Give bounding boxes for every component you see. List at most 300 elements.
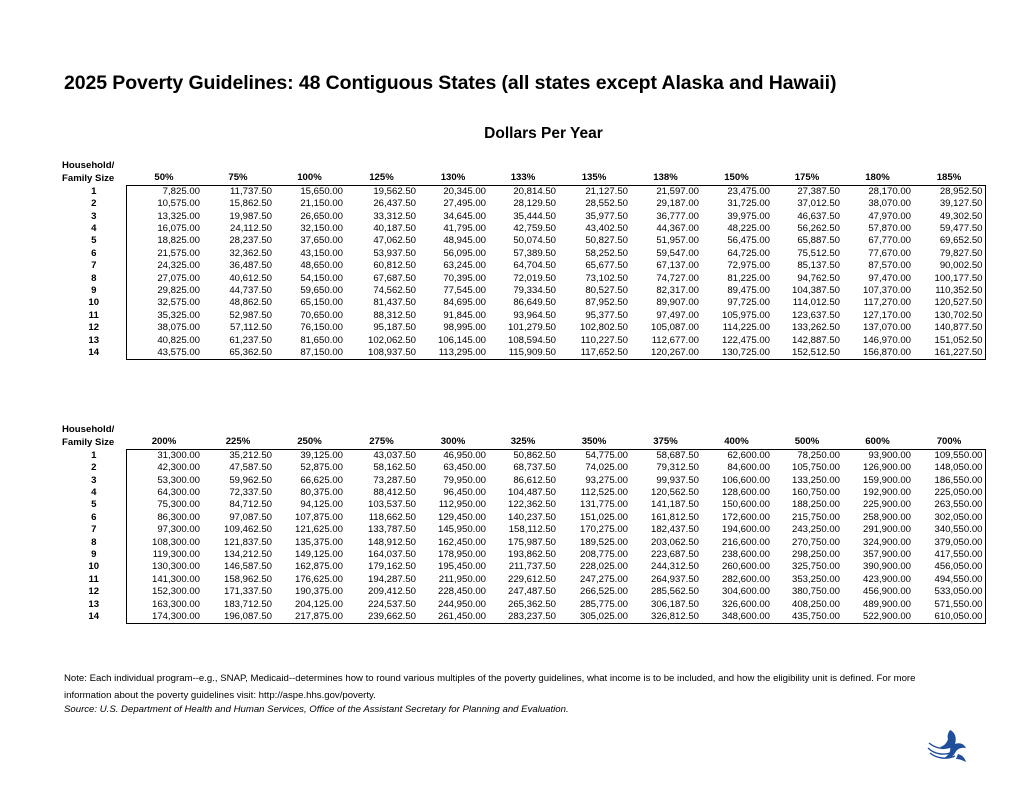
- table-cell: 194,287.50: [367, 573, 416, 585]
- table-cell: 72,337.50: [229, 487, 272, 499]
- table-cell: 108,300.00: [126, 537, 202, 549]
- table-cell: 141,187.50: [650, 499, 699, 511]
- table-cell: 120,267.00: [630, 347, 701, 360]
- table-cell: 162,450.00: [437, 536, 486, 548]
- table-cell: 42,300.00: [126, 462, 202, 474]
- column-header: 185%: [913, 172, 985, 185]
- table-cell: 353,250.00: [791, 573, 840, 585]
- table-cell: 39,975.00: [727, 210, 770, 222]
- table-cell: 28,237.50: [229, 235, 272, 247]
- table-cell: 87,952.50: [585, 297, 628, 309]
- table-cell: 105,087.00: [650, 322, 699, 334]
- table-cell: 11,737.50: [230, 185, 272, 197]
- table-cell: 112,950.00: [438, 499, 486, 511]
- table-cell: 215,750.00: [791, 511, 840, 523]
- family-size-cell: 9: [91, 549, 97, 561]
- table-cell: 140,237.50: [507, 511, 556, 523]
- table-cell: 119,300.00: [126, 549, 202, 561]
- table-row: [62, 223, 985, 235]
- table-cell: 408,250.00: [791, 598, 840, 610]
- table-cell: 16,075.00: [126, 223, 202, 235]
- table-cell: 65,887.50: [797, 235, 840, 247]
- table-cell: 211,737.50: [508, 561, 556, 573]
- hhs-eagle-logo-icon: [922, 720, 972, 770]
- table-cell: 64,300.00: [126, 487, 202, 499]
- table-cell: 164,037.50: [367, 549, 416, 561]
- table-cell: 78,250.00: [797, 449, 840, 461]
- table-cell: 48,945.00: [443, 235, 486, 247]
- table-cell: 216,600.00: [721, 536, 770, 548]
- table-cell: 357,900.00: [862, 549, 911, 561]
- table-cell: 129,450.00: [437, 511, 486, 523]
- table-cell: 149,125.00: [294, 549, 343, 561]
- table-cell: 101,279.50: [507, 322, 556, 334]
- table-cell: 456,050.00: [913, 561, 985, 573]
- table-cell: 31,300.00: [126, 449, 202, 462]
- table-cell: 38,070.00: [868, 198, 911, 210]
- family-size-cell: 1: [91, 185, 97, 197]
- table-cell: 27,495.00: [443, 198, 486, 210]
- family-size-cell: 1: [91, 449, 97, 461]
- table-cell: 211,950.00: [438, 573, 486, 585]
- table-cell: 18,825.00: [126, 235, 202, 247]
- table-cell: 239,662.50: [345, 611, 418, 624]
- table-row: [62, 185, 985, 198]
- table-cell: 93,275.00: [585, 474, 628, 486]
- table-cell: 86,612.50: [513, 474, 556, 486]
- table-row: [62, 297, 985, 309]
- table-cell: 102,062.50: [367, 334, 416, 346]
- table-cell: 244,312.50: [650, 561, 699, 573]
- table-cell: 65,362.50: [202, 347, 274, 360]
- family-size-cell: 7: [91, 260, 97, 272]
- table-cell: 52,875.00: [300, 462, 343, 474]
- table-cell: 65,677.50: [585, 260, 628, 272]
- table-cell: 47,062.50: [373, 235, 416, 247]
- table-cell: 145,950.00: [437, 524, 486, 536]
- table-cell: 91,845.00: [443, 309, 486, 321]
- table-cell: 69,652.50: [913, 235, 985, 247]
- table-cell: 151,025.00: [579, 511, 628, 523]
- table-cell: 171,337.50: [223, 586, 272, 598]
- family-size-cell: 6: [91, 511, 97, 523]
- table-row: [62, 549, 985, 561]
- table-cell: 57,870.00: [868, 223, 911, 235]
- table-cell: 21,575.00: [126, 248, 202, 260]
- table-cell: 163,300.00: [126, 599, 202, 611]
- table-cell: 80,527.50: [585, 285, 628, 297]
- table-cell: 76,150.00: [300, 322, 343, 334]
- table-cell: 32,150.00: [300, 223, 343, 235]
- table-cell: 73,287.50: [373, 474, 416, 486]
- table-cell: 203,062.50: [650, 536, 699, 548]
- table-row: [62, 322, 985, 334]
- table-cell: 79,950.00: [443, 474, 486, 486]
- family-size-cell: 6: [91, 247, 97, 259]
- table-cell: 58,687.50: [656, 449, 699, 461]
- table-cell: 225,900.00: [862, 499, 911, 511]
- table-cell: 152,300.00: [126, 586, 202, 598]
- column-header: 500%: [772, 436, 842, 449]
- table-cell: 29,825.00: [126, 285, 202, 297]
- table-cell: 217,875.00: [274, 611, 345, 624]
- table-cell: 54,775.00: [585, 449, 628, 461]
- table-cell: 194,600.00: [721, 524, 770, 536]
- column-header: 125%: [345, 172, 418, 185]
- table-cell: 44,367.00: [656, 223, 699, 235]
- table-cell: 196,087.50: [202, 611, 274, 624]
- table-row: [62, 462, 985, 474]
- table-cell: 151,052.50: [913, 335, 985, 347]
- table-cell: 130,702.50: [913, 310, 985, 322]
- table-cell: 15,862.50: [229, 198, 272, 210]
- table-cell: 53,300.00: [126, 475, 202, 487]
- table-cell: 59,962.50: [229, 474, 272, 486]
- table-cell: 95,187.50: [373, 322, 416, 334]
- table-cell: 50,862.50: [513, 449, 556, 461]
- table-cell: 209,412.50: [367, 586, 416, 598]
- table-cell: 21,127.50: [585, 185, 628, 197]
- table-cell: 75,512.50: [797, 247, 840, 259]
- table-cell: 59,650.00: [300, 285, 343, 297]
- table-cell: 265,362.50: [507, 598, 556, 610]
- table-cell: 97,470.00: [868, 272, 911, 284]
- poverty-table-2: [62, 424, 986, 624]
- table-cell: 57,389.50: [513, 247, 556, 259]
- table-row: [62, 211, 985, 223]
- table-cell: 117,270.00: [863, 297, 911, 309]
- table-cell: 122,475.00: [721, 334, 770, 346]
- table-row: [62, 335, 985, 347]
- column-header: 100%: [274, 172, 345, 185]
- table-cell: 28,952.50: [913, 185, 985, 198]
- family-size-cell: 10: [88, 297, 100, 309]
- table-cell: 62,600.00: [727, 449, 770, 461]
- table-cell: 94,125.00: [300, 499, 343, 511]
- table-row: [62, 561, 985, 573]
- row-header-line1: Household/: [62, 424, 115, 436]
- column-header: 180%: [842, 172, 913, 185]
- table-cell: 67,687.50: [373, 272, 416, 284]
- table-row: [62, 248, 985, 260]
- table-cell: 266,525.00: [579, 586, 628, 598]
- table-cell: 97,497.00: [656, 309, 699, 321]
- table-cell: 298,250.00: [791, 549, 840, 561]
- table-cell: 106,145.00: [437, 334, 486, 346]
- table-cell: 84,695.00: [443, 297, 486, 309]
- table-cell: 56,475.00: [727, 235, 770, 247]
- table-cell: 27,387.50: [797, 185, 840, 197]
- family-size-cell: 10: [88, 561, 100, 573]
- table-cell: 42,759.50: [513, 223, 556, 235]
- table-cell: 152,512.50: [772, 347, 842, 360]
- table-cell: 97,300.00: [126, 524, 202, 536]
- table-cell: 44,737.50: [229, 285, 272, 297]
- row-header-line2: Family Size: [62, 173, 115, 185]
- table-cell: 43,402.50: [585, 223, 628, 235]
- table-row: [62, 235, 985, 247]
- table-cell: 179,162.50: [367, 561, 416, 573]
- table-cell: 110,352.50: [913, 285, 985, 297]
- table-cell: 43,037.50: [373, 449, 416, 461]
- table-cell: 133,262.50: [791, 322, 840, 334]
- table-cell: 28,129.50: [513, 198, 556, 210]
- table-cell: 141,300.00: [126, 574, 202, 586]
- table-cell: 117,652.50: [558, 347, 630, 360]
- table-cell: 134,212.50: [223, 549, 272, 561]
- table-cell: 31,725.00: [727, 198, 770, 210]
- table-cell: 285,562.50: [650, 586, 699, 598]
- table-cell: 36,487.50: [229, 260, 272, 272]
- table-cell: 390,900.00: [862, 561, 911, 573]
- column-header: 300%: [418, 436, 488, 449]
- table-cell: 58,252.50: [585, 247, 628, 259]
- column-header: 150%: [701, 172, 772, 185]
- table-cell: 108,594.50: [507, 334, 556, 346]
- table-cell: 46,637.50: [797, 210, 840, 222]
- table-cell: 107,875.00: [294, 511, 343, 523]
- table-cell: 183,712.50: [223, 598, 272, 610]
- table-cell: 41,795.00: [443, 223, 486, 235]
- table-cell: 89,907.00: [656, 297, 699, 309]
- table-row: [62, 310, 985, 322]
- table-cell: 162,875.00: [294, 561, 343, 573]
- table-cell: 571,550.00: [913, 599, 985, 611]
- table-cell: 193,862.50: [507, 549, 556, 561]
- table-cell: 77,670.00: [868, 247, 911, 259]
- column-header: 50%: [126, 172, 202, 185]
- table-cell: 63,245.00: [443, 260, 486, 272]
- table-cell: 174,300.00: [126, 611, 202, 624]
- row-header-line2: Family Size: [62, 437, 115, 449]
- table-cell: 70,395.00: [443, 272, 486, 284]
- table-row: [62, 611, 985, 624]
- table-cell: 133,250.00: [791, 474, 840, 486]
- table-cell: 74,727.00: [656, 272, 699, 284]
- table-cell: 146,970.00: [862, 334, 911, 346]
- column-header: 225%: [202, 436, 274, 449]
- table-cell: 204,125.00: [294, 598, 343, 610]
- family-size-cell: 13: [88, 334, 100, 346]
- family-size-cell: 4: [91, 487, 97, 499]
- table-cell: 161,227.50: [913, 347, 985, 360]
- table-cell: 610,050.00: [913, 611, 985, 624]
- table-cell: 112,525.00: [580, 487, 628, 499]
- column-header: 133%: [488, 172, 558, 185]
- table-cell: 170,275.00: [579, 524, 628, 536]
- table-cell: 258,900.00: [862, 511, 911, 523]
- family-size-cell: 13: [88, 598, 100, 610]
- table-cell: 244,950.00: [437, 598, 486, 610]
- table-cell: 120,527.50: [913, 297, 985, 309]
- table-cell: 35,212.50: [229, 449, 272, 461]
- table-cell: 158,112.50: [508, 524, 556, 536]
- table-cell: 21,597.00: [656, 185, 699, 197]
- table-cell: 114,012.50: [792, 297, 840, 309]
- table-cell: 97,087.50: [229, 511, 272, 523]
- table-cell: 178,950.00: [437, 549, 486, 561]
- table-cell: 19,987.50: [229, 210, 272, 222]
- table-row: [62, 487, 985, 499]
- family-size-cell: 9: [91, 285, 97, 297]
- table-cell: 121,837.50: [223, 536, 272, 548]
- table-cell: 380,750.00: [791, 586, 840, 598]
- table-cell: 93,964.50: [513, 309, 556, 321]
- table-cell: 20,345.00: [443, 185, 486, 197]
- table-cell: 326,812.50: [630, 611, 701, 624]
- table-row: [62, 599, 985, 611]
- table-cell: 133,787.50: [367, 524, 416, 536]
- table-cell: 95,377.50: [585, 309, 628, 321]
- table-cell: 126,900.00: [862, 462, 911, 474]
- table-cell: 494,550.00: [913, 574, 985, 586]
- table-cell: 148,050.00: [913, 462, 985, 474]
- table-cell: 102,802.50: [579, 322, 628, 334]
- table-cell: 120,562.50: [650, 487, 699, 499]
- table-cell: 35,977.50: [585, 210, 628, 222]
- table-cell: 52,987.50: [229, 309, 272, 321]
- table-cell: 229,612.50: [507, 573, 556, 585]
- table-cell: 190,375.00: [294, 586, 343, 598]
- table-cell: 33,312.50: [373, 210, 416, 222]
- table-cell: 103,537.50: [367, 499, 416, 511]
- table-cell: 84,712.50: [229, 499, 272, 511]
- table-cell: 28,552.50: [585, 198, 628, 210]
- table-cell: 24,112.50: [230, 223, 272, 235]
- table-cell: 49,302.50: [913, 211, 985, 223]
- table-cell: 135,375.00: [294, 536, 343, 548]
- table-cell: 81,225.00: [727, 272, 770, 284]
- table-cell: 223,687.50: [650, 549, 699, 561]
- table-cell: 283,237.50: [488, 611, 558, 624]
- table-cell: 50,827.50: [585, 235, 628, 247]
- family-size-cell: 4: [91, 223, 97, 235]
- table-cell: 305,025.00: [558, 611, 630, 624]
- family-size-cell: 12: [88, 586, 100, 598]
- table-row: [62, 347, 985, 360]
- table-cell: 87,570.00: [868, 260, 911, 272]
- table-cell: 142,887.50: [791, 334, 840, 346]
- table-cell: 112,677.00: [651, 334, 699, 346]
- source-text: Source: U.S. Department of Health and Human Services, Office of the Assistant Secretary for Planning and Evaluation.: [64, 704, 569, 715]
- table-cell: 63,450.00: [443, 462, 486, 474]
- table-cell: 260,600.00: [721, 561, 770, 573]
- table-cell: 159,900.00: [862, 474, 911, 486]
- table-cell: 291,900.00: [862, 524, 911, 536]
- table-cell: 79,827.50: [913, 248, 985, 260]
- table-cell: 15,650.00: [300, 185, 343, 197]
- table-cell: 20,814.50: [513, 185, 556, 197]
- table-cell: 32,362.50: [229, 247, 272, 259]
- table-cell: 137,070.00: [862, 322, 911, 334]
- column-header: 600%: [842, 436, 913, 449]
- table-cell: 84,600.00: [727, 462, 770, 474]
- table-cell: 304,600.00: [721, 586, 770, 598]
- table-cell: 108,937.50: [345, 347, 418, 360]
- table-cell: 189,525.00: [579, 536, 628, 548]
- column-header: 275%: [345, 436, 418, 449]
- table-cell: 175,987.50: [507, 536, 556, 548]
- table-cell: 68,737.50: [513, 462, 556, 474]
- table-cell: 74,025.00: [585, 462, 628, 474]
- table-cell: 348,600.00: [701, 611, 772, 624]
- table-cell: 148,912.50: [367, 536, 416, 548]
- table-cell: 270,750.00: [791, 536, 840, 548]
- family-size-cell: 12: [88, 322, 100, 334]
- table-cell: 109,462.50: [223, 524, 272, 536]
- table-cell: 522,900.00: [842, 611, 913, 624]
- table-cell: 7,825.00: [126, 185, 202, 198]
- table-cell: 79,334.50: [513, 285, 556, 297]
- table-cell: 47,970.00: [868, 210, 911, 222]
- row-header-line1: Household/: [62, 160, 115, 172]
- table-cell: 282,600.00: [721, 573, 770, 585]
- table-cell: 113,295.00: [418, 347, 488, 360]
- table-cell: 105,750.00: [791, 462, 840, 474]
- table-cell: 87,150.00: [274, 347, 345, 360]
- table-cell: 75,300.00: [126, 499, 202, 511]
- table-cell: 172,600.00: [721, 511, 770, 523]
- table-cell: 53,937.50: [373, 247, 416, 259]
- table-cell: 156,870.00: [842, 347, 913, 360]
- table-cell: 81,437.50: [373, 297, 416, 309]
- family-size-cell: 8: [91, 536, 97, 548]
- table-cell: 146,587.50: [223, 561, 272, 573]
- family-size-cell: 14: [88, 611, 100, 623]
- table-cell: 82,317.00: [656, 285, 699, 297]
- table-cell: 67,770.00: [868, 235, 911, 247]
- column-header: 135%: [558, 172, 630, 185]
- table-cell: 417,550.00: [913, 549, 985, 561]
- column-header: 200%: [126, 436, 202, 449]
- table-cell: 94,762.50: [797, 272, 840, 284]
- table-cell: 224,537.50: [367, 598, 416, 610]
- table-cell: 261,450.00: [418, 611, 488, 624]
- table-cell: 107,370.00: [862, 285, 911, 297]
- table-cell: 302,050.00: [913, 512, 985, 524]
- table-cell: 208,775.00: [579, 549, 628, 561]
- table-cell: 43,150.00: [300, 247, 343, 259]
- table-cell: 263,550.00: [913, 499, 985, 511]
- table-row: [62, 449, 985, 462]
- family-size-cell: 2: [91, 198, 97, 210]
- table-cell: 61,237.50: [229, 334, 272, 346]
- family-size-cell: 3: [91, 474, 97, 486]
- table-cell: 96,450.00: [443, 487, 486, 499]
- table-cell: 176,625.00: [294, 573, 343, 585]
- table-cell: 26,437.50: [373, 198, 416, 210]
- table-cell: 57,112.50: [230, 322, 272, 334]
- table-cell: 58,162.50: [373, 462, 416, 474]
- table-row: [62, 537, 985, 549]
- table-cell: 110,227.50: [580, 334, 628, 346]
- page-title: 2025 Poverty Guidelines: 48 Contiguous States (all states except Alaska and Hawaii): [64, 72, 837, 94]
- table-cell: 131,775.00: [579, 499, 628, 511]
- table-cell: 50,074.50: [513, 235, 556, 247]
- table-cell: 24,325.00: [126, 260, 202, 272]
- table-cell: 122,362.50: [507, 499, 556, 511]
- table-cell: 39,125.00: [300, 449, 343, 461]
- column-header: 375%: [630, 436, 701, 449]
- table-row: [62, 475, 985, 487]
- table-cell: 243,250.00: [791, 524, 840, 536]
- table-cell: 86,649.50: [513, 297, 556, 309]
- table-cell: 105,975.00: [721, 309, 770, 321]
- table-cell: 48,225.00: [727, 223, 770, 235]
- table-cell: 104,387.50: [791, 285, 840, 297]
- table-cell: 40,612.50: [229, 272, 272, 284]
- table-cell: 127,170.00: [862, 309, 911, 321]
